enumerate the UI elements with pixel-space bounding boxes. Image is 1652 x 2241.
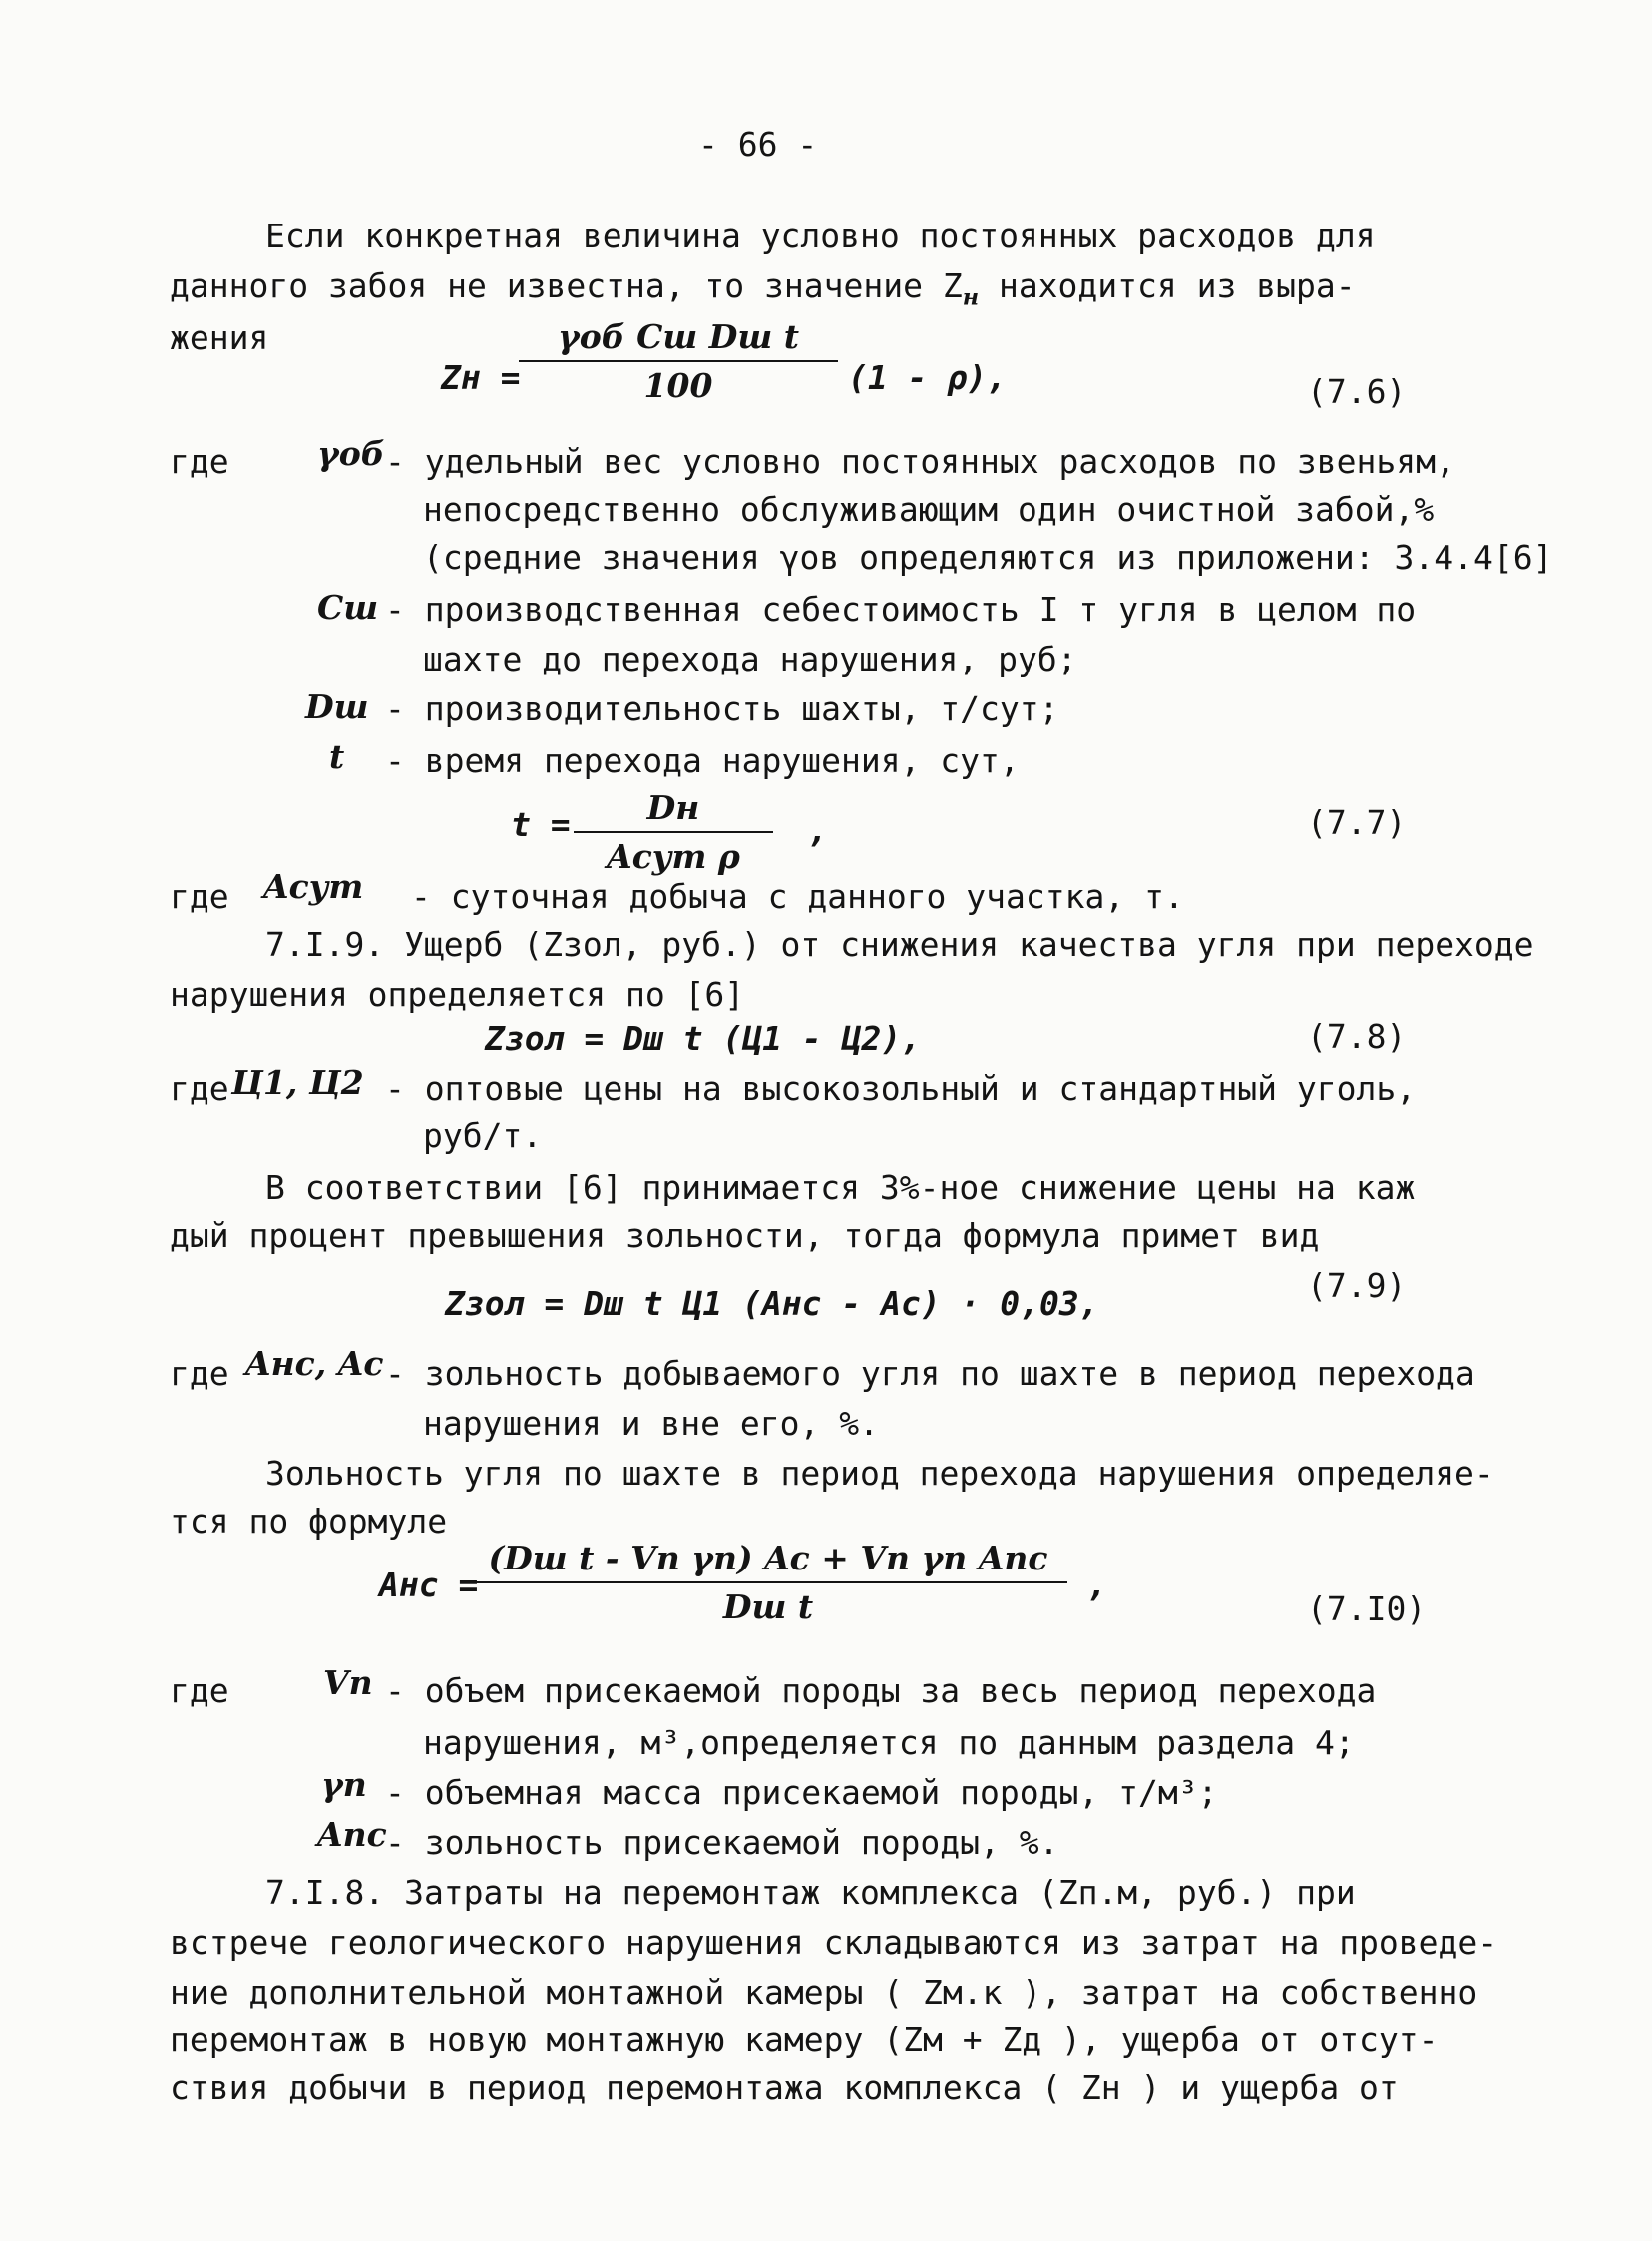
where-label: где [170, 877, 229, 916]
equation-7-9: Zзол = Dш t Ц1 (Aнc - Ac) · 0,03, [445, 1284, 1099, 1323]
definition-line: - зольность присекаемой породы, %. [385, 1823, 1059, 1862]
equation-label-7-8: (7.8) [1307, 1017, 1407, 1056]
definition-line: - объем присекаемой породы за весь период перехода [385, 1671, 1377, 1710]
symbol-a-p: Aпc [317, 1815, 387, 1854]
equation-7-7-numerator: Dн [574, 788, 773, 833]
definition-line: - удельный вес условно постоянных расходов по звеньям, [385, 442, 1455, 481]
paragraph-line: Зольность угля по шахте в период перехода нарушения определяе- [265, 1454, 1494, 1493]
page-number: - 66 - [698, 125, 818, 164]
paragraph-line: встрече геологического нарушения складываются из затрат на проведе- [170, 1923, 1498, 1962]
where-label: где [170, 1354, 229, 1393]
equation-7-10-fraction [469, 1539, 1067, 1626]
definition-line: - оптовые цены на высокозольный и стандартный уголь, [385, 1069, 1417, 1108]
symbol-a-sut: Aсут [263, 867, 364, 906]
equation-7-6-denominator: 100 [643, 366, 713, 405]
paragraph-line: жения [170, 318, 269, 357]
paragraph-line: 7.I.8. Затраты на перемонтаж комплекса (Zп.м, руб.) при [265, 1873, 1356, 1912]
definition-line: - зольность добываемого угля по шахте в период перехода [385, 1354, 1475, 1393]
paragraph-line: перемонтаж в новую монтажную камеру (Zм + Zд ), ущерба от отсут- [170, 2020, 1439, 2059]
symbol-d-sh: Dш [305, 687, 369, 726]
equation-7-6-lhs: Zн = [441, 358, 521, 397]
definition-line: шахте до перехода нарушения, руб; [423, 640, 1077, 678]
paragraph-line: Если конкретная величина условно постоянных расходов для [265, 217, 1376, 255]
equation-7-7-fraction [574, 788, 773, 876]
where-label: где [170, 1069, 229, 1108]
paragraph-line: 7.I.9. Ущерб (Zзол, руб.) от снижения качества угля при переходе [265, 925, 1534, 964]
definition-line: - время перехода нарушения, сут, [385, 741, 1020, 780]
where-label: где [170, 1671, 229, 1710]
paragraph-line: тся по формуле [170, 1502, 448, 1541]
symbol-c1-c2: Ц1, Ц2 [231, 1063, 364, 1102]
definition-line: нарушения и вне его, %. [423, 1404, 879, 1443]
equation-7-7-rhs: , [808, 811, 828, 850]
equation-7-10-numerator: (Dш t - Vп γп) Ac + Vп γп Aпc [469, 1539, 1067, 1583]
symbol-t: t [329, 737, 345, 776]
symbol-gamma-p: γп [321, 1765, 367, 1804]
equation-7-8: Zзол = Dш t (Ц1 - Ц2), [485, 1019, 922, 1058]
paragraph-line: ствия добычи в период перемонтажа комплекса ( Zн ) и ущерба от [170, 2068, 1399, 2107]
equation-7-7-denominator: Aсут ρ [607, 837, 740, 876]
equation-7-6-fraction [519, 317, 838, 405]
definition-line: - производственная себестоимость I т угля в целом по [385, 590, 1417, 629]
symbol-v-p: Vп [323, 1663, 373, 1702]
definition-line: (средние значения γов определяются из приложени: 3.4.4[6] [423, 538, 1553, 577]
definition-line: нарушения, м³,определяется по данным раздела 4; [423, 1723, 1355, 1762]
symbol-c-sh: Cш [317, 588, 379, 627]
definition-line: - суточная добыча с данного участка, т. [411, 877, 1184, 916]
equation-7-10-lhs: Aнc = [379, 1566, 479, 1604]
where-label: где [170, 442, 229, 481]
paragraph-line: данного забоя не известна, то значение $Z_н$ находится из выра- [170, 266, 1356, 311]
symbol-ash: Aнc, Ac [245, 1344, 384, 1383]
equation-label-7-6: (7.6) [1307, 372, 1407, 411]
equation-label-7-7: (7.7) [1307, 803, 1407, 842]
definition-line: непосредственно обслуживающим один очистной забой,% [423, 490, 1435, 529]
paragraph-line: дый процент превышения зольности, тогда формула примет вид [170, 1216, 1320, 1255]
equation-7-10-rhs: , [1087, 1566, 1107, 1604]
paragraph-line: нарушения определяется по [6] [170, 975, 745, 1014]
equation-7-6-rhs: (1 - ρ), [848, 358, 1007, 397]
definition-line: - производительность шахты, т/сут; [385, 689, 1059, 728]
definition-line: руб/т. [423, 1117, 543, 1155]
equation-7-6-numerator: γоб Cш Dш t [519, 317, 838, 362]
symbol-gamma-ob: γоб [317, 434, 385, 473]
equation-7-7-lhs: t = [511, 805, 571, 844]
paragraph-line: В соответствии [6] принимается 3%-ное снижение цены на каж [265, 1168, 1416, 1207]
paragraph-line: ние дополнительной монтажной камеры ( Zм.к ), затрат на собственно [170, 1973, 1478, 2012]
equation-7-10-denominator: Dш t [722, 1587, 814, 1626]
equation-label-7-10: (7.I0) [1307, 1589, 1427, 1628]
equation-label-7-9: (7.9) [1307, 1266, 1407, 1305]
definition-line: - объемная масса присекаемой породы, т/м³; [385, 1773, 1218, 1812]
